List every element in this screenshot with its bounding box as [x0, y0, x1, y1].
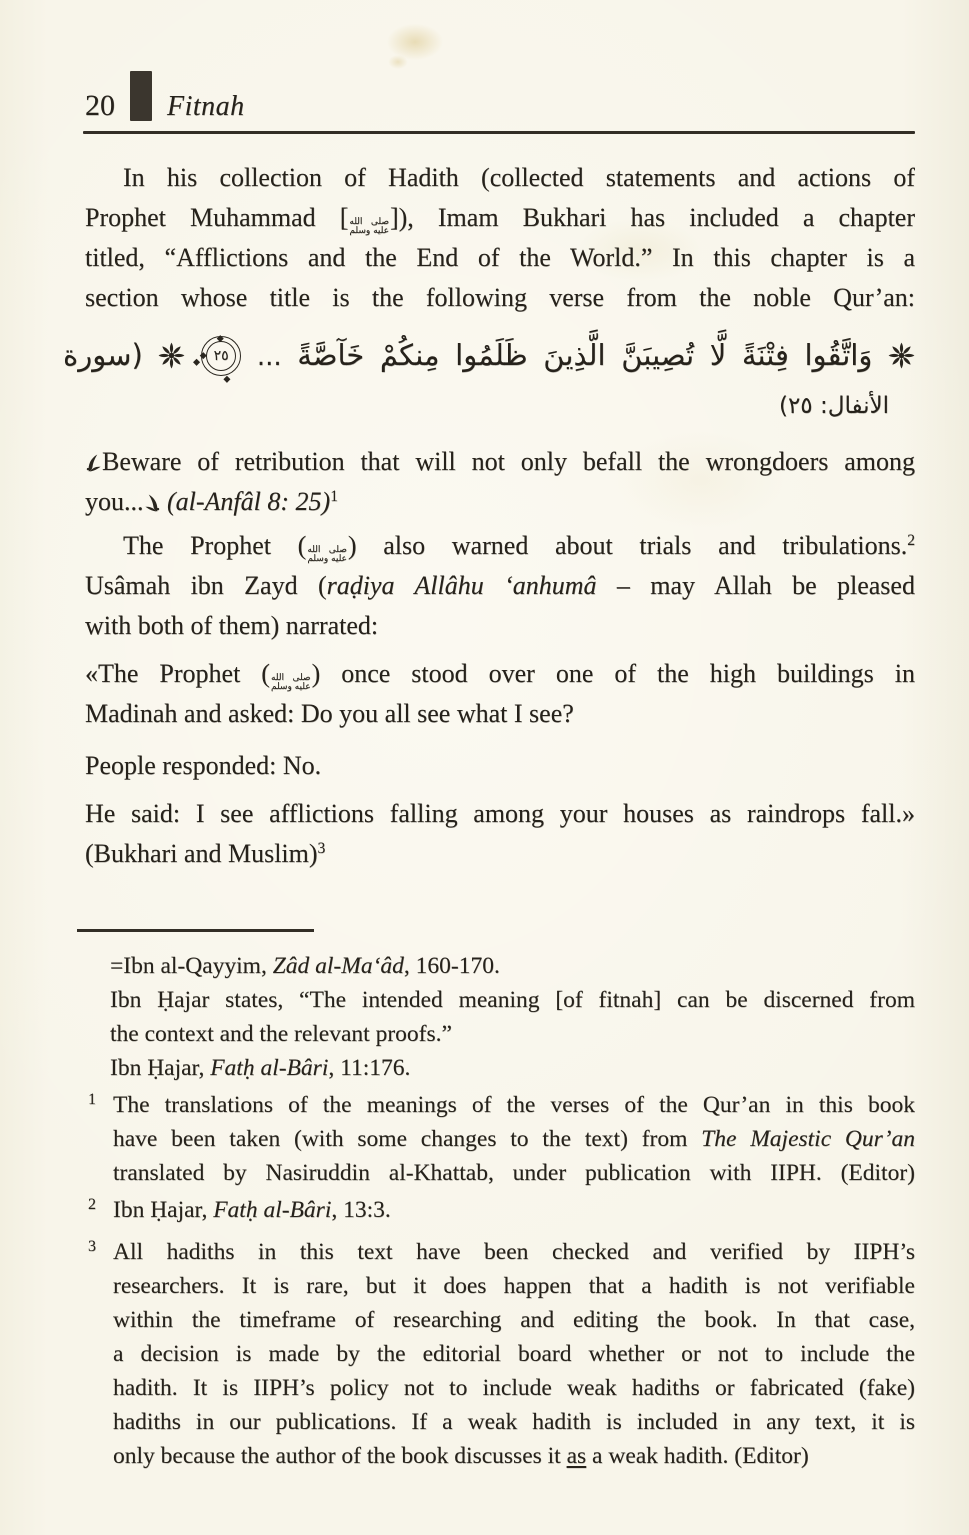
prophet-salutation-symbol [271, 674, 311, 693]
text-line [110, 1017, 915, 1051]
sura-reference-part1: (سورة [63, 338, 143, 372]
text-segment: ) also warned about trials and tribulations. [347, 531, 908, 560]
footnote-continuation [110, 949, 915, 1085]
text-line [85, 278, 915, 318]
text-segment: the context and the relevant proofs.” [110, 1021, 452, 1047]
header-rule [83, 131, 915, 134]
text-segment: Prophet Muhammad [ [85, 203, 349, 232]
footnote-body [113, 1235, 915, 1473]
text-line [110, 983, 915, 1017]
text-segment: titled, “Afflictions and the End of the World.” In this chapter is a [85, 243, 915, 272]
text-line [113, 1439, 915, 1473]
text-segment: Ibn Ḥajar, [110, 1055, 211, 1081]
text-line [85, 606, 915, 646]
text-line [110, 949, 915, 983]
chapter-title: Fitnah [167, 91, 245, 122]
text-segment: section whose title is the following verse from the noble Qur’an: [85, 283, 915, 312]
text-segment: All hadiths in this text have been checked and verified by IIPH’s [113, 1239, 915, 1265]
prophet-salutation-symbol [349, 218, 389, 237]
footnote-marker: 1 [330, 488, 338, 505]
text-line [113, 1371, 915, 1405]
verse-opening-ornament-icon [888, 322, 915, 349]
text-segment: , 160-170. [403, 953, 500, 979]
footnotes-section [85, 949, 915, 1473]
text-line [85, 238, 915, 278]
text-line [85, 834, 915, 874]
footnote-2 [85, 1193, 915, 1227]
salutation-row: عليه وسلم [307, 554, 347, 564]
text-segment: have been taken (with some changes to the text) from [113, 1126, 702, 1152]
text-segment: The Prophet ( [123, 531, 307, 560]
text-segment: researchers. It is rare, but it does happen that a hadith is not verifiable [113, 1273, 915, 1299]
text-line [85, 654, 915, 694]
text-line [85, 158, 915, 198]
text-segment: Beware of retribution that will not only befall the wrongdoers among [102, 447, 915, 476]
people-response-line [85, 746, 915, 786]
text-segment: , 13:3. [331, 1197, 391, 1223]
text-segment: a decision is made by the editorial board whether or not to include the [113, 1341, 915, 1367]
text-line [113, 1088, 915, 1122]
salutation-row: صلى الله [307, 544, 347, 555]
chapter-divider-bar-icon [130, 71, 152, 121]
italic-segment: Zâd al-Ma‘âd [272, 953, 404, 979]
salutation-row: صلى الله [349, 216, 389, 227]
italic-segment: (al-Anfâl 8: 25) [167, 487, 331, 516]
footnote-body [113, 1088, 915, 1190]
text-line [113, 1405, 915, 1439]
verse-ellipsis: ... [256, 342, 282, 372]
verse-closing-ornament-icon [158, 322, 185, 349]
quote-ornament-icon [85, 445, 102, 465]
italic-segment: Fatḥ al-Bâri [210, 1055, 329, 1081]
footnote-1 [85, 1088, 915, 1190]
text-segment: The translations of the meanings of the verses of the Qur’an in this book [113, 1092, 915, 1118]
hadith-quote [85, 654, 915, 734]
text-segment: only because the author of the book discusses it [113, 1443, 567, 1469]
text-line [85, 794, 915, 834]
text-line [85, 694, 915, 734]
text-line [85, 482, 915, 522]
text-segment: =Ibn al-Qayyim, [110, 953, 273, 979]
text-segment: within the timeframe of researching and editing the book. In that case, [113, 1307, 915, 1333]
footnote-number: 1 [88, 1091, 96, 1108]
text-segment: He said: I see afflictions falling among your houses as raindrops fall.» [85, 799, 915, 828]
paragraph-prophet-warning [85, 526, 915, 646]
text-segment: Madinah and asked: Do you all see what I see? [85, 699, 574, 728]
salutation-row: عليه وسلم [270, 682, 311, 692]
underlined-word: as [566, 1443, 587, 1469]
paragraph-intro [85, 158, 915, 318]
text-segment: , 11:176. [328, 1055, 411, 1081]
verse-translation [85, 442, 915, 522]
salutation-row: صلى الله [270, 672, 311, 683]
text-segment: Ibn Ḥajar, [113, 1197, 214, 1223]
text-line [113, 1303, 915, 1337]
text-segment: People responded: No. [85, 751, 322, 780]
text-segment: ]), Imam Bukhari has included a chapter [389, 203, 915, 232]
text-line [85, 198, 915, 238]
text-segment: translated by Nasiruddin al-Khattab, under publication with IIPH. (Editor) [113, 1160, 915, 1186]
text-segment: In his collection of Hadith (collected statements and actions of [123, 163, 915, 192]
page-content [63, 0, 915, 1473]
text-line [85, 526, 915, 566]
text-segment: with both of them) narrated: [85, 611, 379, 640]
text-line [85, 746, 915, 786]
text-segment: hadiths in our publications. If a weak hadith is included in any text, it is [113, 1409, 915, 1435]
text-line [110, 1051, 915, 1085]
text-line [113, 1337, 915, 1371]
text-line [113, 1235, 915, 1269]
footnote-number: 3 [88, 1238, 96, 1255]
text-line [113, 1193, 915, 1227]
page-number: 20 [85, 89, 115, 122]
hadith-conclusion [85, 794, 915, 874]
text-segment: Usâmah ibn Zayd ( [85, 571, 327, 600]
text-line [85, 442, 915, 482]
ayah-number-badge-icon [201, 336, 241, 376]
text-line [113, 1156, 915, 1190]
ayah-number: ٢٥ [206, 341, 236, 371]
text-line [113, 1269, 915, 1303]
text-line [85, 566, 915, 606]
italic-segment: The Majestic Qur’an [701, 1126, 915, 1152]
footnote-number: 2 [88, 1196, 96, 1213]
text-segment: – may Allah be pleased [596, 571, 915, 600]
text-segment: hadith. It is IIPH’s policy not to include weak hadiths or fabricated (fake) [113, 1375, 915, 1401]
text-segment: Ibn Ḥajar states, “The intended meaning [of fitnah] can be discerned from [110, 987, 915, 1013]
footnote-marker: 2 [907, 532, 915, 549]
footnote-3 [85, 1235, 915, 1473]
footnote-body [113, 1193, 915, 1227]
footnote-marker: 3 [317, 840, 326, 857]
verse-arabic-text: وَاتَّقُوا فِتْنَةً لَّا تُصِيبَنَّ الَّذِينَ ظَلَمُوا مِنكُمْ خَآصَّةً [297, 338, 873, 372]
footnote-rule [77, 929, 314, 932]
text-line [113, 1122, 915, 1156]
text-segment: a weak hadith. (Editor) [586, 1443, 809, 1469]
prophet-salutation-symbol [307, 546, 347, 565]
italic-segment: raḍiya Allâhu ‘anhumâ [326, 571, 597, 600]
salutation-row: عليه وسلم [349, 226, 389, 236]
italic-segment: Fatḥ al-Bâri [213, 1197, 332, 1223]
quran-verse-arabic [63, 318, 915, 420]
verse-line [63, 318, 915, 392]
quote-ornament-icon [144, 485, 161, 505]
text-segment: you... [85, 487, 144, 516]
page-header [85, 85, 915, 127]
text-segment: ) once stood over one of the high buildings in [311, 659, 915, 688]
text-segment: (Bukhari and Muslim) [85, 839, 318, 868]
text-segment: «The Prophet ( [85, 659, 270, 688]
sura-reference-part2: الأنفال: ٢٥) [778, 393, 889, 419]
